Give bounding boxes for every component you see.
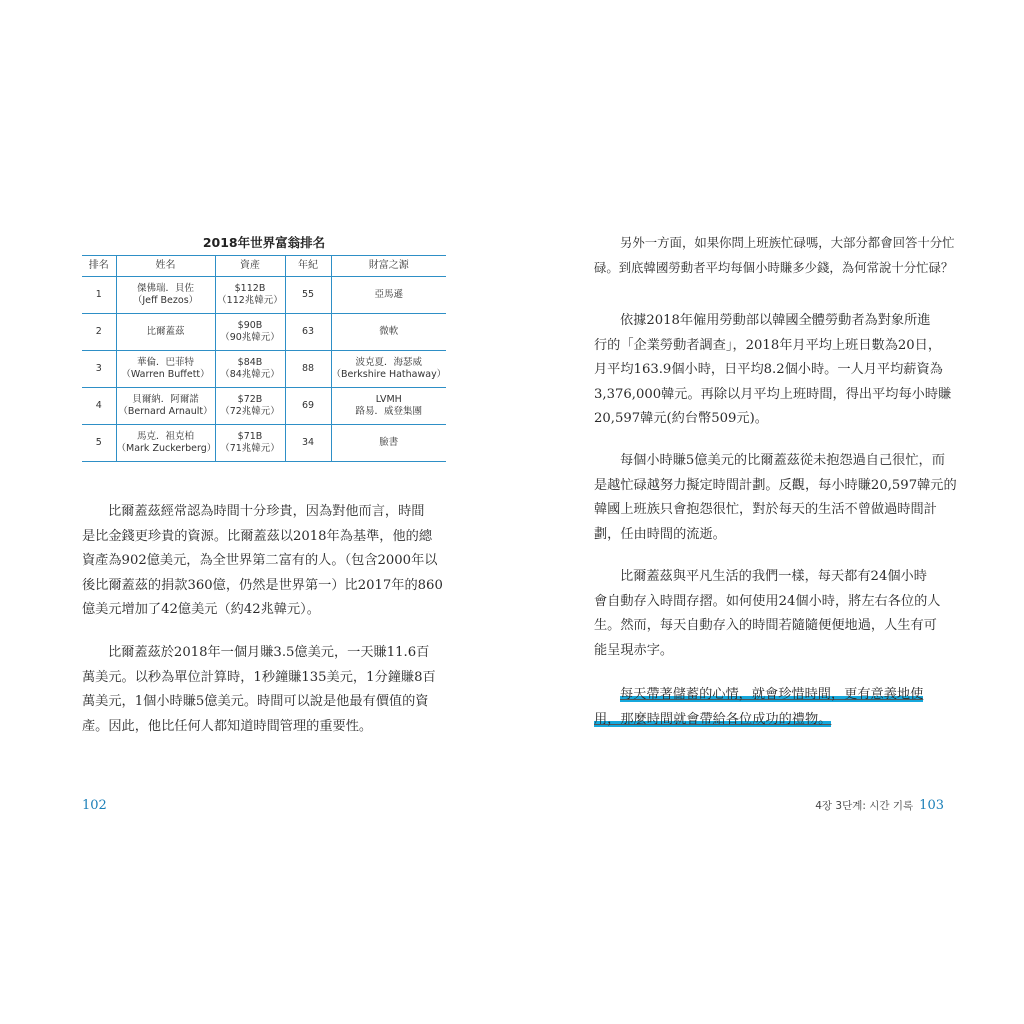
highlighted-text: 用，那麼時間就會帶給各位成功的禮物。 [594, 711, 832, 727]
cell-text: 亞馬遜 [374, 289, 403, 300]
assets-cell [215, 277, 285, 314]
header-source: 財富之源 [331, 256, 446, 277]
assets-cell [215, 314, 285, 351]
text-line: 生。然而，每天自動存入的時間若隨隨便便地過，人生有可 [594, 618, 937, 633]
name-cell [116, 425, 215, 462]
text-line: 是比金錢更珍貴的資源。比爾蓋茲以2018年為基準，他的總 [82, 528, 433, 544]
cell-text: 路易．威登集團 [355, 406, 422, 417]
text-line: 20,597韓元(約台幣509元)。 [594, 411, 768, 426]
text-line: 另外一方面，如果你問上班族忙碌嗎，大部分都會回答十分忙 [620, 235, 955, 250]
age-cell: 34 [285, 425, 331, 462]
text-line: 萬美元，1個小時賺5億美元。時間可以說是他最有價值的資 [82, 694, 429, 709]
highlighted-paragraph [594, 683, 994, 732]
cell-text: （72兆韓元） [220, 406, 280, 417]
cell-text: 華倫．巴菲特 [136, 357, 194, 368]
text-line: 韓國上班族只會抱怨很忙，對於每天的生活不曾做過時間計 [594, 502, 937, 517]
table-row [82, 314, 446, 351]
header-age: 年紀 [285, 256, 331, 277]
age-cell: 88 [285, 351, 331, 388]
right-paragraph-4 [594, 565, 994, 663]
table-row [82, 425, 446, 462]
rank-cell: 5 [82, 425, 116, 462]
cell-text: 貝爾納．阿爾諾 [132, 394, 199, 405]
cell-text: 波克夏．海瑟威 [355, 357, 422, 368]
cell-text: （Jeff Bezos） [132, 295, 199, 306]
header-name: 姓名 [116, 256, 215, 277]
cell-text: （71兆韓元） [220, 443, 280, 454]
highlight-line-1 [594, 683, 994, 708]
text-line: 碌。到底韓國勞動者平均每個小時賺多少錢，為何常說十分忙碌？ [594, 259, 954, 275]
cell-text: （90兆韓元） [220, 332, 280, 343]
text-line: 萬美元。以秒為單位計算時，1秒鐘賺135美元，1分鐘賺8百 [82, 669, 436, 685]
cell-text: 比爾蓋茲 [146, 326, 185, 337]
text-line: 會自動存入時間存摺。如何使用24個小時，將左右各位的人 [594, 593, 941, 609]
name-cell [116, 351, 215, 388]
cell-text: 馬克．祖克柏 [136, 431, 194, 442]
cell-text: $112B [234, 283, 266, 294]
text-line: 是越忙碌越努力擬定時間計劃。反觀，每小時賺20,597韓元的 [594, 477, 957, 493]
text-line: 產。因此，他比任何人都知道時間管理的重要性。 [82, 718, 373, 734]
running-head [815, 798, 944, 813]
age-cell: 63 [285, 314, 331, 351]
name-cell [116, 277, 215, 314]
highlight-line-2 [594, 708, 994, 733]
page-number-right: 103 [919, 798, 944, 813]
cell-text: 傑佛瑞．貝佐 [136, 283, 194, 294]
right-paragraph-2 [594, 309, 994, 432]
header-assets: 資產 [215, 256, 285, 277]
right-paragraph-3 [594, 449, 994, 547]
rank-cell: 2 [82, 314, 116, 351]
name-cell [116, 388, 215, 425]
table-row [82, 388, 446, 425]
header-rank: 排名 [82, 256, 116, 277]
rank-cell: 1 [82, 277, 116, 314]
source-cell [331, 314, 446, 351]
table-title: 2018年世界富翁排名 [202, 235, 326, 250]
text-line: 依據2018年僱用勞動部以韓國全體勞動者為對象所進 [620, 313, 931, 328]
cell-text: LVMH [375, 394, 402, 405]
name-cell [116, 314, 215, 351]
cell-text: （112兆韓元） [217, 295, 283, 306]
source-cell [331, 425, 446, 462]
page-number-left: 102 [82, 798, 107, 813]
cell-text: $72B [237, 394, 263, 405]
text-line: 比爾蓋茲經常認為時間十分珍貴，因為對他而言，時間 [108, 504, 425, 519]
text-line: 比爾蓋茲與平凡生活的我們一樣，每天都有24個小時 [620, 569, 927, 584]
source-cell [331, 351, 446, 388]
cell-text: （Berkshire Hathaway） [331, 369, 447, 380]
table-header-row [82, 256, 446, 277]
text-line: 3,376,000韓元。再除以月平均上班時間，得出平均每小時賺 [594, 386, 952, 402]
table-row [82, 277, 446, 314]
text-line: 劃，任由時間的流逝。 [594, 526, 726, 542]
text-line: 能呈現赤字。 [594, 642, 674, 658]
text-line: 行的「企業勞動者調查」，2018年月平均上班日數為20日， [594, 337, 942, 353]
text-line: 後比爾蓋茲的捐款360億，仍然是世界第一）比2017年的860 [82, 577, 443, 593]
text-line: 資產為902億美元，為全世界第二富有的人。（包含2000年以 [82, 553, 438, 568]
table-row [82, 351, 446, 388]
text-line: 每個小時賺5億美元的比爾蓋茲從未抱怨過自己很忙，而 [620, 453, 945, 468]
assets-cell [215, 351, 285, 388]
text-line: 比爾蓋茲於2018年一個月賺3.5億美元，一天賺11.6百 [108, 645, 430, 660]
age-cell: 55 [285, 277, 331, 314]
cell-text: $84B [237, 357, 263, 368]
chapter-title: 4장 3단계: 시간 기록 [815, 800, 914, 812]
cell-text: （Mark Zuckerberg） [116, 443, 217, 454]
age-cell: 69 [285, 388, 331, 425]
source-cell [331, 388, 446, 425]
text-line: 月平均163.9個小時，日平均8.2個小時。一人月平均薪資為 [594, 362, 943, 377]
source-cell [331, 277, 446, 314]
left-paragraph-1 [82, 500, 444, 623]
cell-text: （84兆韓元） [220, 369, 280, 380]
right-paragraph-1 [594, 231, 994, 280]
cell-text: 臉書 [379, 437, 399, 448]
cell-text: 微軟 [379, 326, 399, 337]
text-line: 億美元增加了42億美元（約42兆韓元）。 [82, 602, 320, 617]
highlighted-text: 每天帶著儲蓄的心情，就會珍惜時間，更有意義地使 [620, 687, 924, 702]
assets-cell [215, 388, 285, 425]
left-paragraph-2 [82, 641, 444, 739]
assets-cell [215, 425, 285, 462]
right-page [512, 0, 1024, 1024]
cell-text: $71B [237, 431, 263, 442]
cell-text: （Warren Buffett） [121, 369, 210, 380]
cell-text: $90B [237, 320, 263, 331]
richest-ranking-table [82, 255, 446, 462]
rank-cell: 4 [82, 388, 116, 425]
cell-text: （Bernard Arnault） [118, 406, 213, 417]
rank-cell: 3 [82, 351, 116, 388]
